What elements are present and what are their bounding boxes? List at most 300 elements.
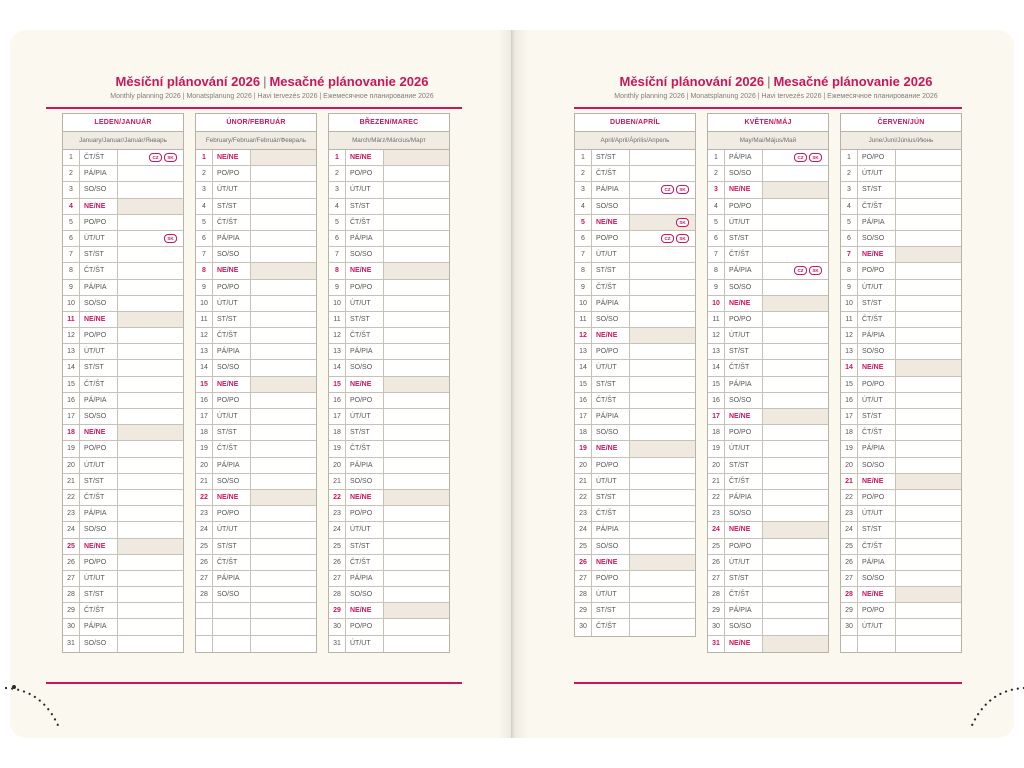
note-cell[interactable] [629, 425, 695, 440]
day-row [196, 312, 316, 328]
note-cell[interactable] [895, 377, 961, 392]
note-cell[interactable] [895, 506, 961, 521]
note-cell[interactable] [629, 490, 695, 505]
note-cell[interactable] [117, 182, 183, 197]
note-cell[interactable] [117, 328, 183, 343]
note-cell[interactable] [762, 522, 828, 537]
weekday-label: ST/ST [217, 315, 237, 323]
weekday-label: PÁ/PIA [862, 332, 885, 340]
day-row [708, 215, 828, 231]
day-number: 18 [708, 425, 725, 440]
day-row [63, 328, 183, 344]
note-cell[interactable] [383, 166, 449, 181]
note-cell[interactable] [895, 215, 961, 230]
note-cell[interactable] [762, 603, 828, 618]
day-row [329, 636, 449, 652]
weekday-label: PÁ/PIA [729, 267, 752, 275]
note-cell[interactable] [895, 150, 961, 165]
note-cell[interactable] [895, 280, 961, 295]
note-cell[interactable] [117, 360, 183, 375]
note-cell[interactable] [117, 393, 183, 408]
note-cell[interactable] [383, 263, 449, 278]
weekday-label: PÁ/PIA [596, 413, 619, 420]
day-row [329, 360, 449, 376]
weekday-label: ST/ST [350, 315, 370, 323]
note-cell[interactable] [383, 555, 449, 570]
weekday-label: PÁ/PIA [729, 607, 752, 615]
day-number: 8 [841, 263, 858, 278]
note-cell[interactable] [762, 474, 828, 489]
note-cell[interactable] [762, 409, 828, 424]
note-cell[interactable] [250, 247, 316, 262]
note-cell[interactable] [895, 360, 961, 375]
weekday-label: ČT/ŠT [729, 364, 750, 372]
note-cell[interactable] [629, 506, 695, 521]
day-number: 6 [841, 231, 858, 246]
note-cell[interactable] [762, 263, 828, 278]
day-row [196, 166, 316, 182]
note-cell[interactable] [117, 506, 183, 521]
note-cell[interactable] [250, 312, 316, 327]
note-cell[interactable] [383, 312, 449, 327]
note-cell[interactable] [895, 619, 961, 634]
day-number: 9 [63, 280, 80, 295]
note-cell[interactable] [250, 636, 316, 652]
day-row [329, 458, 449, 474]
note-cell[interactable] [117, 425, 183, 440]
note-cell[interactable] [762, 377, 828, 392]
note-cell[interactable] [762, 539, 828, 554]
day-number: 2 [841, 166, 858, 181]
note-cell[interactable] [117, 344, 183, 359]
note-cell[interactable] [117, 199, 183, 214]
weekday-label: PO/PO [729, 202, 752, 210]
note-cell[interactable] [895, 231, 961, 246]
note-cell[interactable] [117, 280, 183, 295]
day-number: 9 [708, 280, 725, 295]
note-cell[interactable] [629, 555, 695, 570]
month-table [62, 113, 184, 653]
note-cell[interactable] [895, 199, 961, 214]
note-cell[interactable] [250, 263, 316, 278]
weekday-label: PO/PO [862, 607, 885, 615]
note-cell[interactable] [762, 458, 828, 473]
day-number: 23 [329, 506, 346, 521]
day-row [708, 555, 828, 571]
note-cell[interactable] [762, 393, 828, 408]
note-cell[interactable] [250, 539, 316, 554]
weekday-label: PÁ/PIA [729, 154, 752, 161]
day-row [841, 571, 961, 587]
note-cell[interactable] [762, 571, 828, 586]
note-cell[interactable] [629, 182, 695, 197]
note-cell[interactable] [250, 280, 316, 295]
note-cell[interactable] [117, 458, 183, 473]
note-cell[interactable] [895, 441, 961, 456]
note-cell[interactable] [250, 603, 316, 618]
note-cell[interactable] [629, 150, 695, 165]
note-cell[interactable] [762, 280, 828, 295]
note-cell[interactable] [383, 474, 449, 489]
note-cell[interactable] [762, 619, 828, 634]
note-cell[interactable] [895, 312, 961, 327]
weekday-label: ST/ST [217, 202, 237, 210]
day-number: 16 [708, 393, 725, 408]
weekday-label: ST/ST [729, 461, 749, 469]
note-cell[interactable] [762, 360, 828, 375]
note-cell[interactable] [629, 263, 695, 278]
holiday-badge-sk: SK [676, 234, 689, 243]
note-cell[interactable] [250, 182, 316, 197]
note-cell[interactable] [629, 312, 695, 327]
note-cell[interactable] [629, 296, 695, 311]
note-cell[interactable] [895, 458, 961, 473]
note-cell[interactable] [117, 296, 183, 311]
day-number: 14 [575, 360, 592, 375]
note-cell[interactable] [629, 522, 695, 537]
note-cell[interactable] [117, 636, 183, 652]
day-number: 14 [196, 360, 213, 375]
note-cell[interactable] [383, 490, 449, 505]
day-row [575, 344, 695, 360]
note-cell[interactable] [117, 409, 183, 424]
note-cell[interactable] [250, 344, 316, 359]
note-cell[interactable] [117, 215, 183, 230]
note-cell[interactable] [629, 280, 695, 295]
note-cell[interactable] [383, 360, 449, 375]
note-cell[interactable] [250, 587, 316, 602]
holiday-flags [676, 218, 689, 227]
note-cell[interactable] [383, 441, 449, 456]
holiday-flags [164, 234, 177, 243]
day-row [708, 619, 828, 635]
note-cell[interactable] [629, 166, 695, 181]
weekday-label: ST/ST [350, 202, 370, 210]
note-cell[interactable] [762, 636, 828, 652]
day-row [196, 182, 316, 198]
note-cell[interactable] [250, 215, 316, 230]
note-cell[interactable] [629, 587, 695, 602]
day-number: 25 [708, 539, 725, 554]
day-row [575, 441, 695, 457]
note-cell[interactable] [629, 571, 695, 586]
day-number: 6 [196, 231, 213, 246]
note-cell[interactable] [895, 571, 961, 586]
weekday-label: ČT/ŠT [596, 170, 617, 178]
note-cell[interactable] [117, 441, 183, 456]
holiday-badge-cz: CZ [794, 153, 807, 162]
note-cell[interactable] [117, 377, 183, 392]
note-cell[interactable] [762, 296, 828, 311]
day-row [196, 377, 316, 393]
note-cell[interactable] [629, 474, 695, 489]
note-cell[interactable] [250, 441, 316, 456]
note-cell[interactable] [629, 328, 695, 343]
weekday-label: PÁ/PIA [217, 574, 240, 582]
day-row [196, 393, 316, 409]
note-cell[interactable] [762, 328, 828, 343]
weekday-label: ČT/ŠT [862, 315, 883, 323]
note-cell[interactable] [762, 312, 828, 327]
note-cell[interactable] [383, 377, 449, 392]
holiday-flags [661, 234, 689, 243]
note-cell[interactable] [383, 522, 449, 537]
page-subtitle: Monthly planning 2026 | Monatsplanung 2026 | Havi tervezés 2026 | Ежемесячное планирование 2026 [110, 93, 434, 100]
note-cell[interactable] [117, 490, 183, 505]
day-number: 17 [575, 409, 592, 424]
note-cell[interactable] [250, 490, 316, 505]
note-cell[interactable] [117, 587, 183, 602]
note-cell[interactable] [895, 587, 961, 602]
day-number: 27 [575, 571, 592, 586]
note-cell[interactable] [762, 587, 828, 602]
weekday-label: PO/PO [350, 170, 373, 178]
day-row [575, 263, 695, 279]
note-cell[interactable] [895, 247, 961, 262]
note-cell[interactable] [383, 280, 449, 295]
note-cell[interactable] [895, 263, 961, 278]
day-number: 12 [841, 328, 858, 343]
note-cell[interactable] [762, 441, 828, 456]
note-cell[interactable] [629, 603, 695, 618]
day-row [63, 522, 183, 538]
note-cell[interactable] [895, 409, 961, 424]
day-row [575, 555, 695, 571]
note-cell[interactable] [629, 360, 695, 375]
note-cell[interactable] [250, 328, 316, 343]
day-number: 28 [841, 587, 858, 602]
note-cell[interactable] [762, 166, 828, 181]
note-cell[interactable] [895, 603, 961, 618]
note-cell[interactable] [762, 231, 828, 246]
weekday-label: NE/NE [84, 429, 106, 437]
note-cell[interactable] [383, 199, 449, 214]
note-cell[interactable] [383, 231, 449, 246]
day-number: 14 [708, 360, 725, 375]
day-row [329, 506, 449, 522]
weekday-label: SO/SO [84, 186, 107, 194]
note-cell[interactable] [383, 344, 449, 359]
note-cell[interactable] [250, 377, 316, 392]
day-row [708, 506, 828, 522]
day-row [841, 360, 961, 376]
note-cell[interactable] [383, 539, 449, 554]
note-cell[interactable] [895, 344, 961, 359]
note-cell[interactable] [629, 247, 695, 262]
note-cell[interactable] [895, 522, 961, 537]
note-cell[interactable] [629, 215, 695, 230]
day-row [63, 215, 183, 231]
note-cell[interactable] [117, 539, 183, 554]
note-cell[interactable] [629, 231, 695, 246]
note-cell[interactable] [895, 555, 961, 570]
day-row [329, 182, 449, 198]
note-cell[interactable] [895, 490, 961, 505]
note-cell[interactable] [629, 199, 695, 214]
note-cell[interactable] [117, 619, 183, 634]
holiday-badge-sk: SK [164, 234, 177, 243]
note-cell[interactable] [250, 150, 316, 165]
note-cell[interactable] [383, 215, 449, 230]
note-cell[interactable] [629, 441, 695, 456]
note-cell[interactable] [117, 555, 183, 570]
note-cell[interactable] [895, 425, 961, 440]
day-row [196, 506, 316, 522]
note-cell[interactable] [117, 231, 183, 246]
day-row [63, 425, 183, 441]
weekday-label: ČT/ŠT [350, 218, 371, 226]
weekday-label: ČT/ŠT [217, 558, 238, 566]
note-cell[interactable] [117, 522, 183, 537]
note-cell[interactable] [383, 296, 449, 311]
weekday-label: PÁ/PIA [729, 493, 752, 501]
note-cell[interactable] [762, 490, 828, 505]
note-cell[interactable] [383, 247, 449, 262]
day-number: 8 [63, 263, 80, 278]
note-cell[interactable] [629, 619, 695, 635]
day-number: 14 [841, 360, 858, 375]
note-cell[interactable] [250, 425, 316, 440]
day-row [708, 474, 828, 490]
weekday-label: ST/ST [217, 429, 237, 437]
note-cell[interactable] [895, 636, 961, 652]
day-number: 11 [63, 312, 80, 327]
note-cell[interactable] [250, 296, 316, 311]
note-cell[interactable] [895, 393, 961, 408]
weekday-label: NE/NE [596, 558, 618, 566]
note-cell[interactable] [895, 539, 961, 554]
note-cell[interactable] [117, 474, 183, 489]
note-cell[interactable] [250, 506, 316, 521]
day-row [575, 603, 695, 619]
note-cell[interactable] [250, 166, 316, 181]
note-cell[interactable] [762, 425, 828, 440]
note-cell[interactable] [383, 182, 449, 197]
day-row [329, 166, 449, 182]
day-number: 30 [708, 619, 725, 634]
note-cell[interactable] [383, 619, 449, 634]
note-cell[interactable] [117, 571, 183, 586]
note-cell[interactable] [383, 425, 449, 440]
month-translations: June/Juni/Június/Июнь [841, 132, 961, 150]
note-cell[interactable] [250, 231, 316, 246]
weekday-label: ČT/ŠT [596, 283, 617, 291]
note-cell[interactable] [383, 458, 449, 473]
note-cell[interactable] [383, 506, 449, 521]
note-cell[interactable] [762, 344, 828, 359]
day-number: 12 [708, 328, 725, 343]
day-row [841, 150, 961, 166]
day-number: 7 [196, 247, 213, 262]
note-cell[interactable] [117, 247, 183, 262]
note-cell[interactable] [629, 393, 695, 408]
note-cell[interactable] [895, 474, 961, 489]
note-cell[interactable] [250, 474, 316, 489]
note-cell[interactable] [250, 409, 316, 424]
note-cell[interactable] [383, 636, 449, 652]
day-number: 16 [575, 393, 592, 408]
note-cell[interactable] [250, 571, 316, 586]
weekday-label: SO/SO [862, 234, 885, 242]
note-cell[interactable] [250, 619, 316, 634]
day-row [841, 409, 961, 425]
day-row [708, 247, 828, 263]
day-row [841, 425, 961, 441]
note-cell[interactable] [117, 166, 183, 181]
note-cell[interactable] [383, 393, 449, 408]
note-cell[interactable] [762, 247, 828, 262]
day-number [841, 636, 858, 652]
note-cell[interactable] [117, 150, 183, 165]
note-cell[interactable] [629, 377, 695, 392]
day-row [63, 166, 183, 182]
note-cell[interactable] [762, 215, 828, 230]
note-cell[interactable] [117, 263, 183, 278]
note-cell[interactable] [629, 539, 695, 554]
day-number: 28 [708, 587, 725, 602]
note-cell[interactable] [383, 587, 449, 602]
note-cell[interactable] [895, 166, 961, 181]
day-number: 27 [196, 571, 213, 586]
weekday-label: PÁ/PIA [84, 623, 107, 631]
note-cell[interactable] [117, 603, 183, 618]
page-title: Měsíční plánování 2026 | Mesačné plánovanie 2026 [619, 74, 933, 89]
holiday-flags [794, 153, 822, 162]
note-cell[interactable] [250, 555, 316, 570]
note-cell[interactable] [895, 296, 961, 311]
note-cell[interactable] [762, 506, 828, 521]
day-row [196, 328, 316, 344]
note-cell[interactable] [250, 199, 316, 214]
month-name: BŘEZEN/MAREC [329, 114, 449, 132]
note-cell[interactable] [117, 312, 183, 327]
note-cell[interactable] [629, 409, 695, 424]
note-cell[interactable] [762, 182, 828, 197]
day-number: 1 [575, 150, 592, 165]
note-cell[interactable] [383, 150, 449, 165]
day-number: 27 [708, 571, 725, 586]
note-cell[interactable] [250, 393, 316, 408]
note-cell[interactable] [762, 555, 828, 570]
note-cell[interactable] [895, 328, 961, 343]
note-cell[interactable] [383, 328, 449, 343]
note-cell[interactable] [250, 360, 316, 375]
day-row [63, 247, 183, 263]
note-cell[interactable] [762, 199, 828, 214]
day-row [575, 312, 695, 328]
weekday-label: ČT/ŠT [217, 332, 238, 340]
footer-rule [46, 682, 462, 684]
weekday-label: NE/NE [217, 493, 239, 501]
note-cell[interactable] [250, 458, 316, 473]
weekday-label: ÚT/UT [862, 623, 883, 631]
note-cell[interactable] [383, 603, 449, 618]
note-cell[interactable] [895, 182, 961, 197]
note-cell[interactable] [250, 522, 316, 537]
day-row [329, 328, 449, 344]
note-cell[interactable] [383, 409, 449, 424]
day-row [841, 280, 961, 296]
header-rule [46, 107, 462, 109]
note-cell[interactable] [629, 344, 695, 359]
day-number: 18 [63, 425, 80, 440]
note-cell[interactable] [629, 458, 695, 473]
weekday-label: SO/SO [729, 396, 752, 404]
note-cell[interactable] [762, 150, 828, 165]
day-row [329, 280, 449, 296]
note-cell[interactable] [383, 571, 449, 586]
weekday-label: SO/SO [84, 639, 107, 647]
